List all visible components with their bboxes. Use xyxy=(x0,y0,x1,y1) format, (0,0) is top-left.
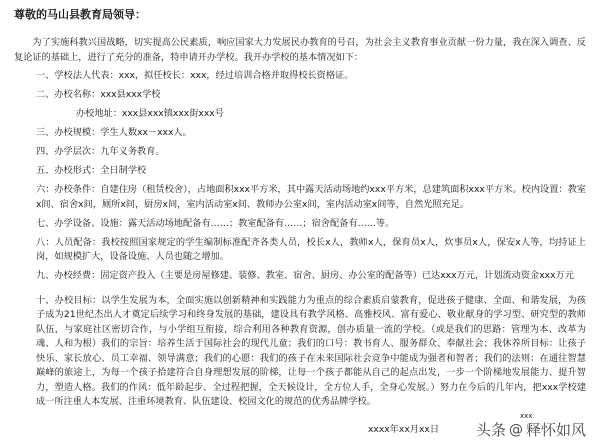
list-item: 一、学校法人代表：xxx，拟任校长：xxx，经过培训合格并取得校长资格证。 xyxy=(36,70,354,81)
list-item: 三、办校规模：学生人数xx－xxx人。 xyxy=(36,127,192,138)
list-item: 八：人员配备：我校按照国家规定的学生编制标准配齐各类人员，校长x人，教师x人，保育员x人，炊事员x人，保安x人等，均持证上岗，如规模扩大，设备设施、人员也随之增加。 xyxy=(36,236,586,262)
watermark-platform: 头条 xyxy=(475,421,506,439)
list-item: 五、办校形式：全日制学校 xyxy=(36,165,147,176)
signature-date: xxxx年xx月xx日 xyxy=(368,424,440,435)
watermark-author: 释怀如风 xyxy=(525,421,586,439)
list-item: 二、办校名称：xxx县xxx学校 xyxy=(36,89,161,100)
list-item: 办校地址：xxx县xxx镇xxx街xxx号 xyxy=(76,108,224,119)
list-item: 九、办校经费：固定资产投入（主要是房屋修建、装修、教室、宿舍、厨房、办公室的配备等）已达xxx万元，计划流动资金xxx万元 xyxy=(36,270,574,281)
signature-name: xxx xyxy=(520,412,533,420)
watermark xyxy=(476,419,586,440)
list-item: 六：办校条件：自建住房（租赁校舍），占地面积xxx平方米，其中露天活动场地约xxx平方米，总建筑面积xxx平方米。校内设置：教室x间、宿舍x间，厕所x间，厨房x间，室内活动室x间、教师办公室x间，室内活动室x间等，自然光照充足。 xyxy=(36,184,586,210)
list-item: 七、办学设备、设施：露天活动场地配备有……；教室配备有……；宿舍配备有……等。 xyxy=(36,217,395,229)
at-icon: @ xyxy=(508,421,523,438)
list-item: 十、办校目标：以学生发展为本，全面实施以创新精神和实践能力为重点的综合素质启蒙教育，促进孩子健康、全面、和谐发展，为孩子成为21世纪杰出人才奠定后续学习和终身发展的基础，建设具有教学风格、高雅校风、富有爱心、敬业献身的学习型、研究型的教师队伍，与家庭社区密切合作，与小学组互衔接，综合利用各种教育资源，创办质量一流的学校。（或是我们的思路：管理为本、改革为魂、人和为根）我们的宗旨：培养生活于国际社会的现代儿童；我们的口号：教书育人、服务群众、奉献社会；我休养所目标：让孩子快乐、家长放心、员工幸福、领导满意；我们的心愿：我们的孩子在未来国际社会竞争中能成为强者和智者；我们的法则：在通往智慧巅峰的旅途上，为每一个孩子拾建符合自身理想发展的阶梯，让每一个孩子都能从自己的起点出发，一步一个阶梯地发展能力、提升智力，塑造人格。我们的作风：低年龄起步、全过程把握，全天候设计，全方位人手，全身心发展。）努力在今后的几年内，把xxx学校建成一所注重人本发展、注重环境教育、队伍建设、校园文化的规范的优秀品牌学校。 xyxy=(36,294,586,407)
list-item: 四、办学层次：九年义务教育。 xyxy=(36,146,165,157)
item-list xyxy=(14,69,586,410)
salutation: 尊敬的马山县教育局领导： xyxy=(14,8,146,21)
intro-paragraph: 为了实施科教兴国战略，切实提高公民素质，响应国家大力发展民办教育的号召，为社会主义教育事业贡献一份力量，我在深入调查、反复论证的基础上，进行了充分的准备，特申请开办学校。我开办学校的基本情况如下： xyxy=(14,37,586,63)
